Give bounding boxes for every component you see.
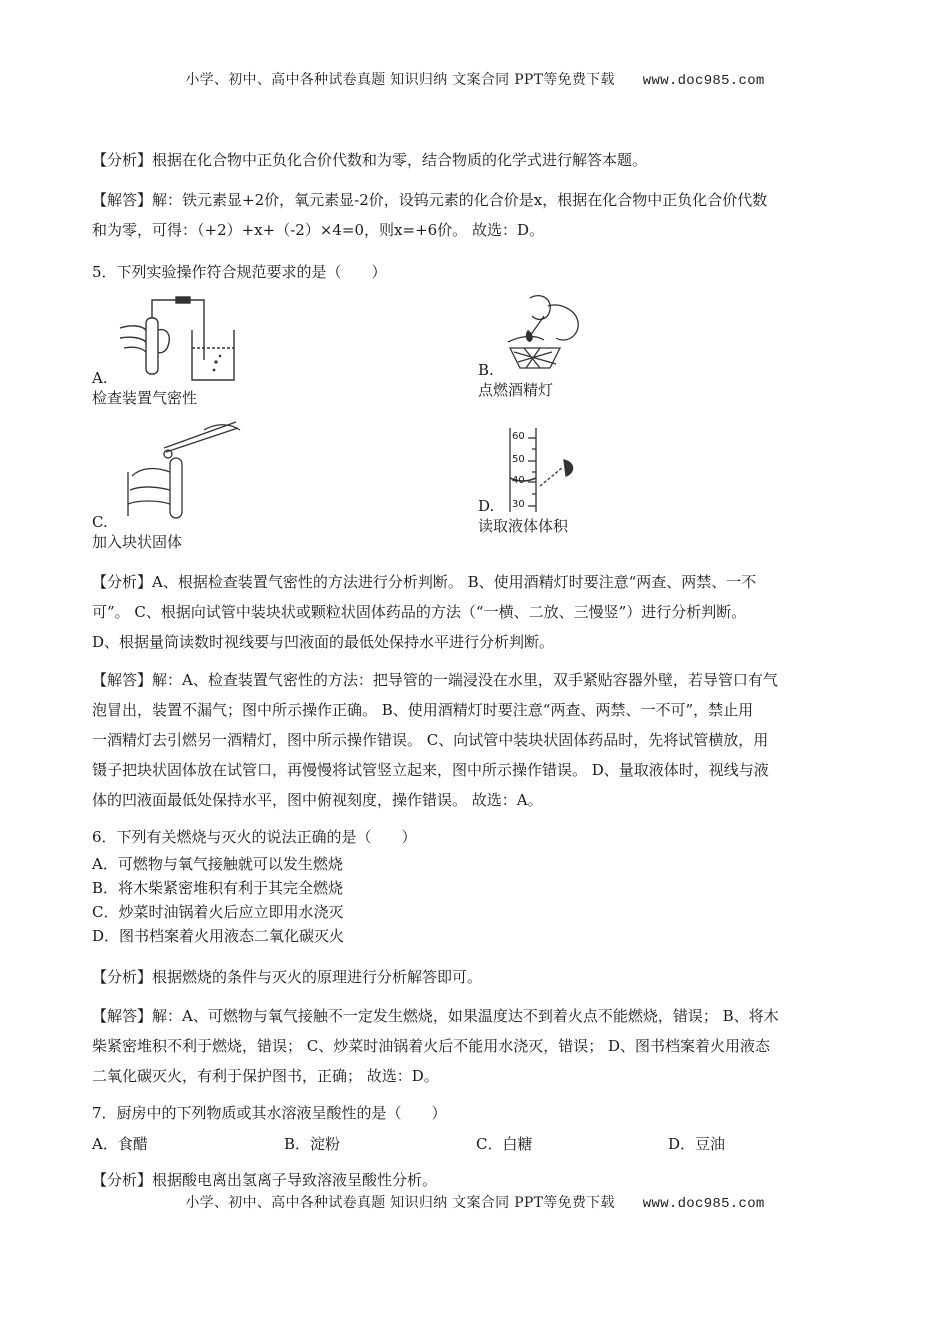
analysis-label: 【分析】: [92, 573, 153, 591]
option-d-letter: D.: [478, 497, 495, 515]
analysis-label: 【分析】: [92, 1171, 153, 1189]
option-b-letter: B.: [478, 361, 494, 379]
q7-option-d: D．豆油: [668, 1135, 726, 1153]
q5-question: 5．下列实验操作符合规范要求的是（ ）: [92, 263, 387, 281]
option-d-caption: 读取液体体积: [478, 517, 569, 535]
option-a-letter: A.: [92, 369, 108, 387]
airtightness-figure: [116, 290, 244, 386]
q7-option-b: B．淀粉: [284, 1135, 341, 1153]
option-c-caption: 加入块状固体: [92, 533, 183, 551]
alcohol-lamp-figure: [500, 292, 586, 372]
q6-option-d: D．图书档案着火用液态二氧化碳灭火: [92, 927, 345, 945]
q7-question: 7．厨房中的下列物质或其水溶液呈酸性的是（ ）: [92, 1104, 447, 1122]
q7-options: [92, 1133, 862, 1155]
header-site[interactable]: www.doc985.com: [642, 73, 765, 89]
q6-option-b: B．将木柴紧密堆积有利于其完全燃烧: [92, 879, 344, 897]
q6-option-c: C．炒菜时油锅着火后应立即用水浇灭: [92, 903, 344, 921]
q6-analysis: 【分析】根据燃烧的条件与灭火的原理进行分析解答即可。: [92, 968, 483, 986]
q6-answer: 【解答】解：A、可燃物与氧气接触不一定发生燃烧，如果温度达不到着火点不能燃烧，错误； B、将木 柴紧密堆积不利于燃烧，错误； C、炒菜时油锅着火后不能用水浇灭，错误； D、图书档案着火用液态 二氧化碳灭火，有利于保护图书，正确； 故选：D。: [92, 1007, 779, 1085]
tick-label: 40: [512, 475, 525, 486]
adding-solid-figure: [118, 416, 244, 520]
q7-option-c: C．白糖: [476, 1135, 533, 1153]
q6-question: 6．下列有关燃烧与灭火的说法正确的是（ ）: [92, 828, 417, 846]
option-c-letter: C.: [92, 513, 108, 531]
answer-label: 【解答】: [92, 191, 153, 209]
q4-answer: 【解答】解：铁元素显+2价，氧元素显-2价，设钨元素的化合价是x，根据在化合物中正负化合价代数 和为零，可得：（+2）+x+（-2）×4=0，则x=+6价。 故选：D。: [92, 191, 768, 239]
cylinder-figure: [504, 428, 588, 512]
q7-option-a: A．食醋: [92, 1135, 148, 1153]
answer-label: 【解答】: [92, 671, 153, 689]
option-a-caption: 检查装置气密性: [92, 389, 198, 407]
page-footer: [0, 1192, 950, 1212]
q5-answer: 【解答】解：A、检查装置气密性的方法：把导管的一端浸没在水里，双手紧贴容器外壁，若导管口有气 泡冒出，装置不漏气；图中所示操作正确。 B、使用酒精灯时要注意“两查、两禁、一不可”，禁止用 一酒精灯去引燃另一酒精灯，图中所示操作错误。 C、向试管中装块状固体药品时，先将试管横放，用 镊子把块状固体放在试管口，再慢慢将试管竖立起来，图中所示操作错误。 D、量取液体时，视线与液 体的凹液面最低处保持水平，图中俯视刻度，操作错误。 故选：A。: [92, 671, 778, 809]
page-header: [0, 69, 950, 89]
footer-site[interactable]: www.doc985.com: [642, 1196, 765, 1212]
tick-label: 60: [512, 431, 525, 442]
tick-label: 30: [512, 499, 525, 510]
q4-analysis: 【分析】根据在化合物中正负化合价代数和为零，结合物质的化学式进行解答本题。: [92, 151, 648, 169]
q6-options: [92, 852, 862, 948]
header-text: 小学、初中、高中各种试卷真题 知识归纳 文案合同 PPT等免费下载: [185, 72, 615, 88]
analysis-label: 【分析】: [92, 968, 153, 986]
answer-label: 【解答】: [92, 1007, 153, 1025]
q7-analysis: 【分析】根据酸电离出氢离子导致溶液呈酸性分析。: [92, 1171, 438, 1189]
tick-label: 50: [512, 454, 525, 465]
analysis-label: 【分析】: [92, 151, 153, 169]
footer-text: 小学、初中、高中各种试卷真题 知识归纳 文案合同 PPT等免费下载: [185, 1195, 615, 1211]
q5-analysis: 【分析】A、根据检查装置气密性的方法进行分析判断。 B、使用酒精灯时要注意“两查、两禁、一不 可”。 C、根据向试管中装块状或颗粒状固体药品的方法（“一横、二放、三慢竖”）进行分析判断。 D、根据量筒读数时视线要与凹液面的最低处保持水平进行分析判断。: [92, 573, 757, 651]
q6-option-a: A．可燃物与氧气接触就可以发生燃烧: [92, 855, 343, 873]
option-b-caption: 点燃酒精灯: [478, 381, 554, 399]
